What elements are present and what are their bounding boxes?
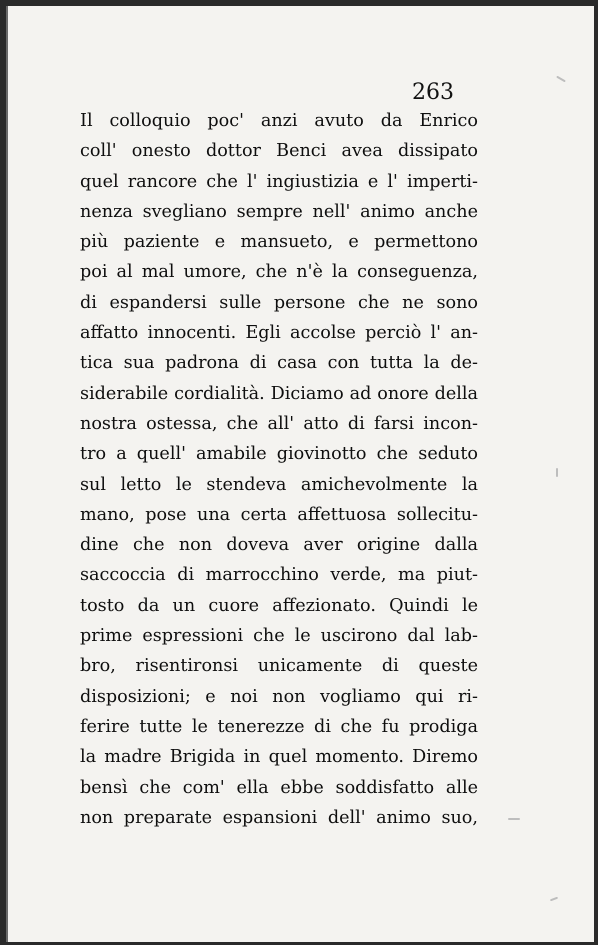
paper-speck	[556, 468, 558, 477]
text-line: coll' onesto dottor Benci avea dissipato	[80, 141, 478, 162]
text-line: tro a quell' amabile giovinotto che seduto	[80, 444, 478, 465]
text-line: di espandersi sulle persone che ne sono	[80, 292, 478, 313]
text-line: disposizioni; e noi non vogliamo qui ri-	[80, 686, 478, 707]
text-line: poi al mal umore, che n'è la conseguenza,	[80, 262, 478, 283]
text-line: nostra ostessa, che all' atto di farsi incon-	[80, 413, 478, 434]
text-line: nenza svegliano sempre nell' animo anche	[80, 201, 478, 222]
paper-speck	[556, 76, 566, 83]
page-number: 263	[412, 80, 454, 105]
text-line: siderabile cordialità. Diciamo ad onore della	[80, 383, 478, 404]
text-line: bro, risentironsi unicamente di queste	[80, 656, 478, 677]
text-line: saccoccia di marrocchino verde, ma piut-	[80, 565, 478, 586]
text-line: non preparate espansioni dell' animo suo,	[80, 807, 478, 828]
text-line: affatto innocenti. Egli accolse perciò l' an-	[80, 323, 478, 344]
text-line: Il colloquio poc' anzi avuto da Enrico	[80, 111, 478, 131]
text-line: sul letto le stendeva amichevolmente la	[80, 474, 478, 495]
text-line: quel rancore che l' ingiustizia e l' imperti-	[80, 171, 478, 192]
text-line: dine che non doveva aver origine dalla	[80, 535, 478, 556]
text-line: più paziente e mansueto, e permettono	[80, 232, 478, 253]
text-line: bensì che com' ella ebbe soddisfatto alle	[80, 777, 478, 798]
text-line: tica sua padrona di casa con tutta la de-	[80, 353, 478, 374]
text-line: tosto da un cuore affezionato. Quindi le	[80, 595, 478, 616]
paper-speck	[550, 897, 558, 902]
text-line: la madre Brigida in quel momento. Diremo	[80, 747, 478, 768]
text-line: mano, pose una certa affettuosa sollecitu-	[80, 504, 478, 525]
book-page	[6, 6, 594, 942]
text-line: ferire tutte le tenerezze di che fu prodiga	[80, 716, 478, 737]
paper-speck	[508, 818, 520, 820]
text-line: prime espressioni che le uscirono dal lab-	[80, 626, 478, 647]
body-text	[80, 106, 478, 833]
